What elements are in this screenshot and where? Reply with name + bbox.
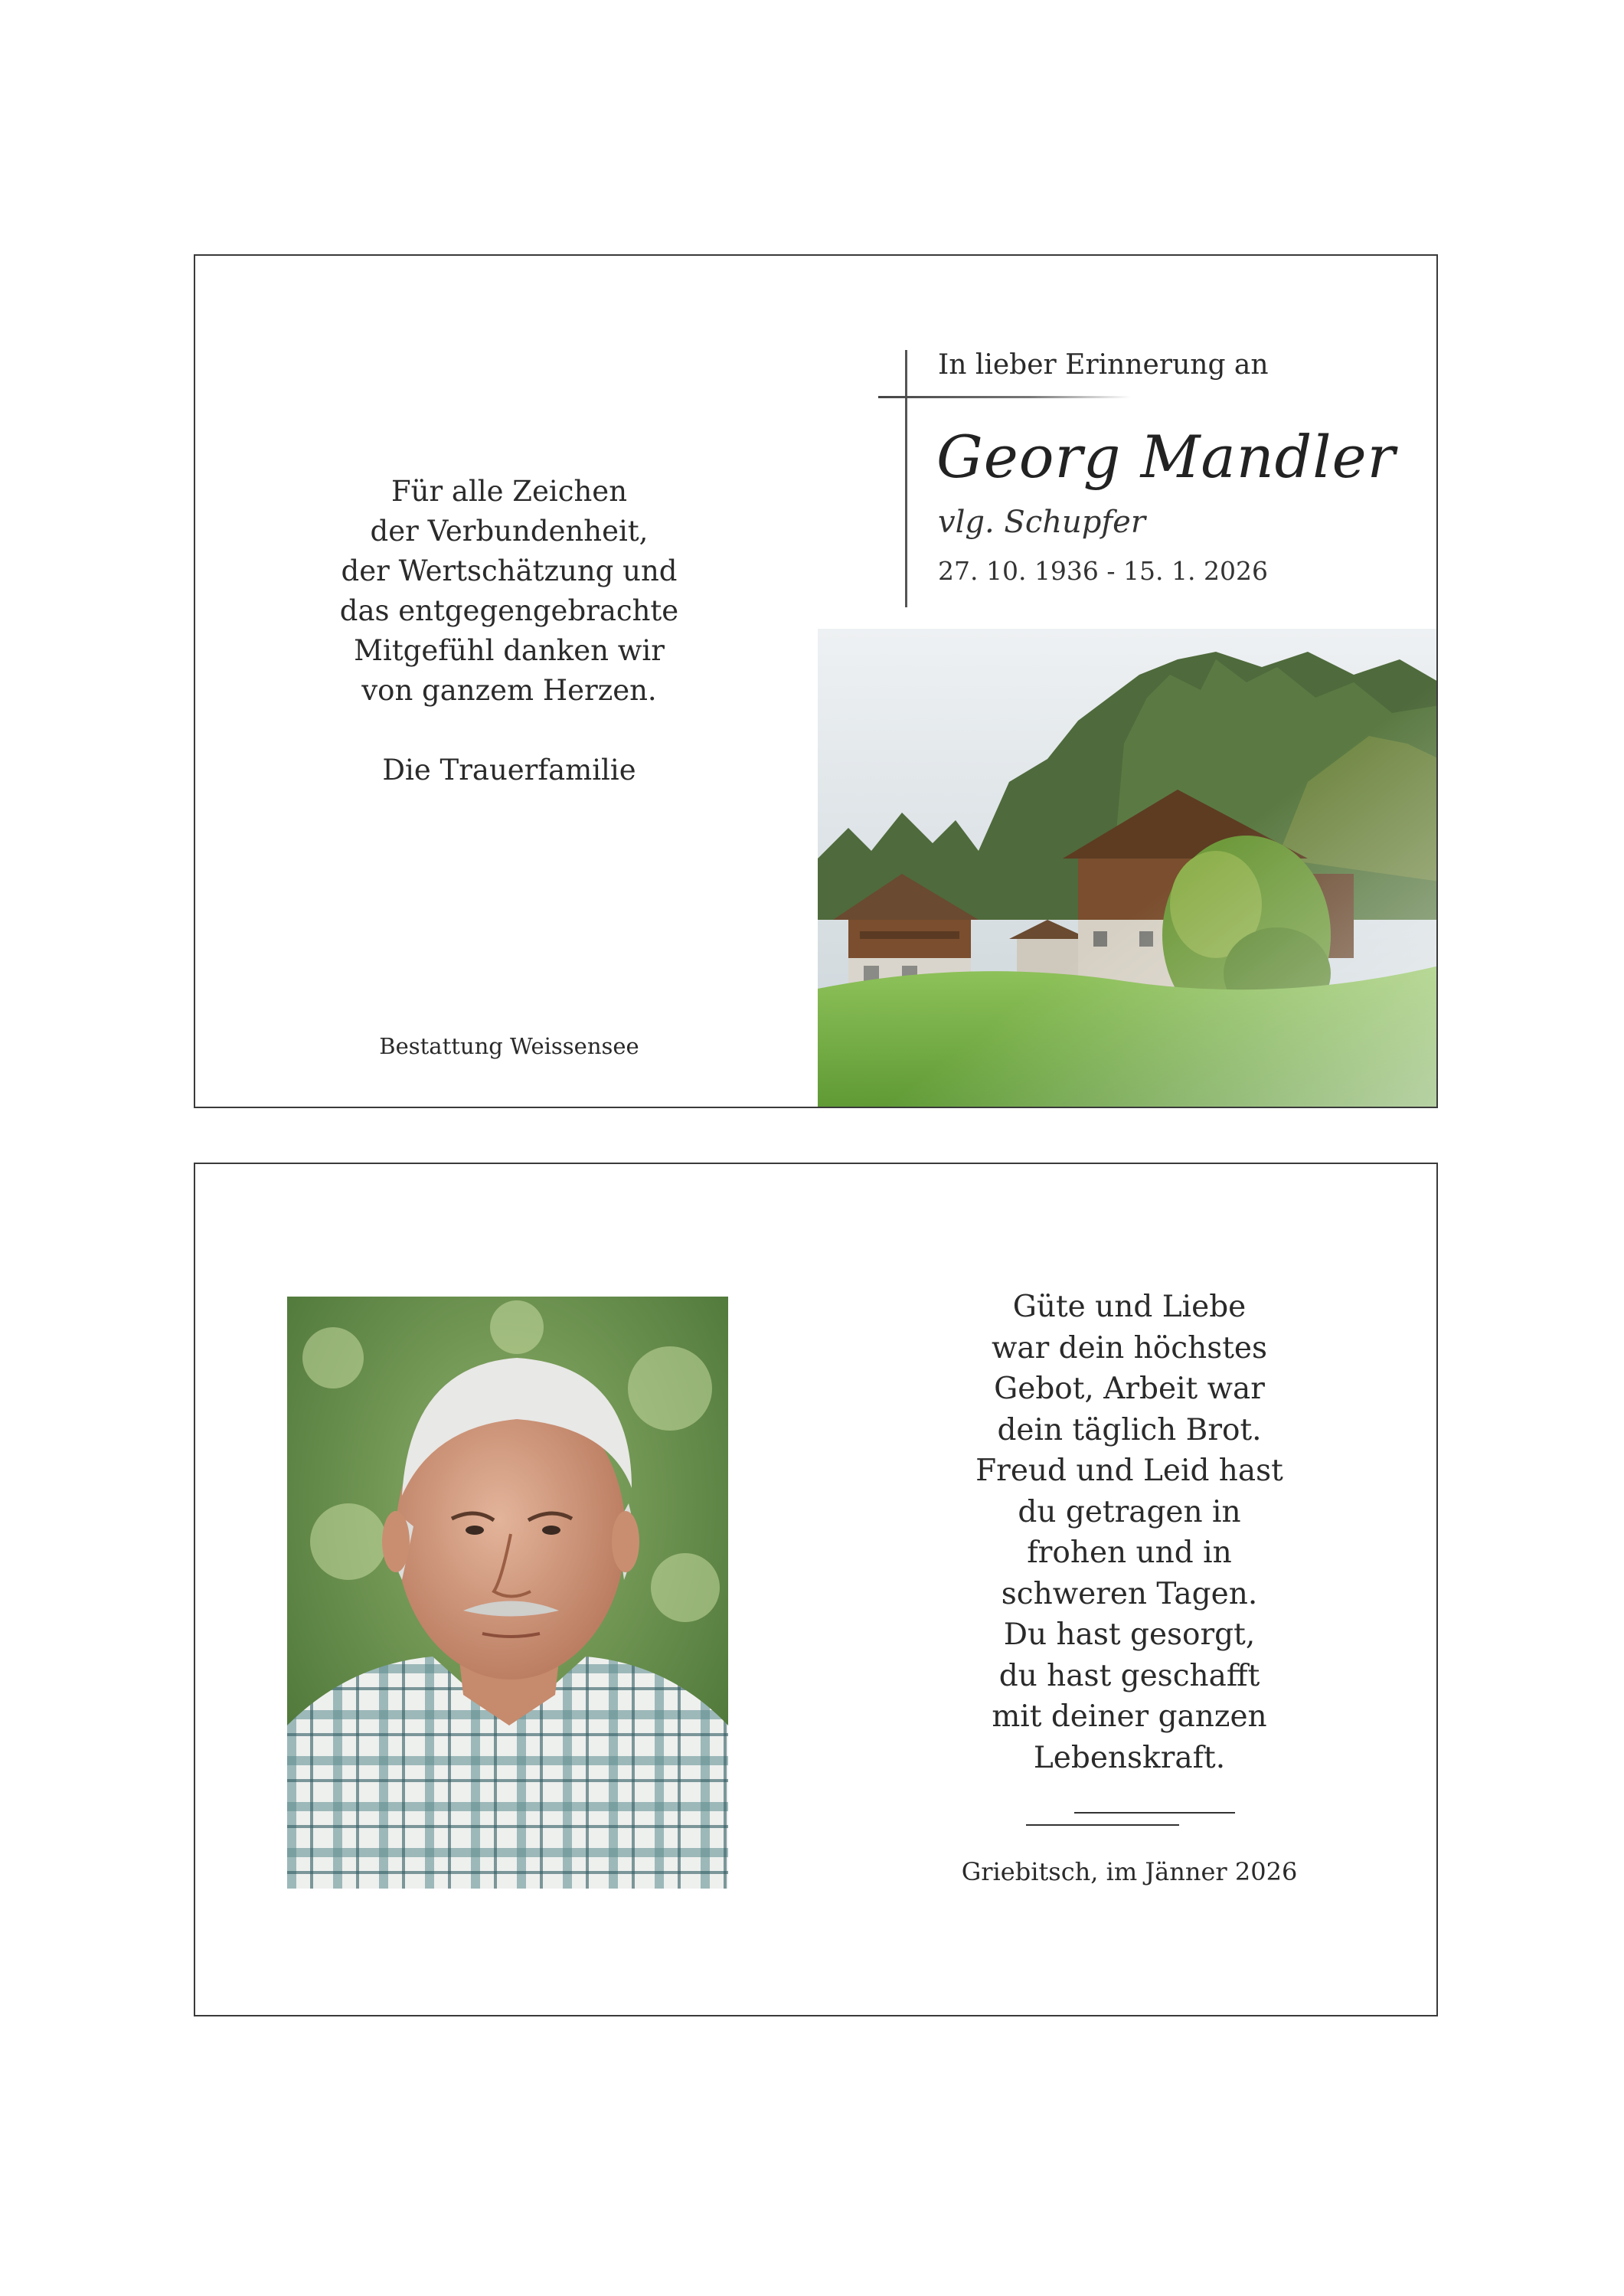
portrait-photo bbox=[287, 1297, 728, 1889]
memorial-card-front bbox=[194, 254, 1438, 1108]
divider-line bbox=[1074, 1812, 1235, 1814]
poem-line: mit deiner ganzen bbox=[992, 1699, 1267, 1734]
poem-line: schweren Tagen. bbox=[1001, 1576, 1258, 1611]
memorial-card-inner bbox=[194, 1163, 1438, 2016]
poem-line: Lebenskraft. bbox=[1033, 1740, 1226, 1775]
poem-line: dein täglich Brot. bbox=[997, 1412, 1262, 1447]
thanks-line: Für alle Zeichen bbox=[390, 475, 628, 508]
cross-icon-horizontal bbox=[878, 396, 1131, 398]
poem-text bbox=[953, 1287, 1305, 1778]
family-signature: Die Trauerfamilie bbox=[382, 754, 636, 787]
thanks-line: von ganzem Herzen. bbox=[361, 674, 657, 707]
house-name: vlg. Schupfer bbox=[938, 505, 1145, 540]
poem-line: Du hast gesorgt, bbox=[1003, 1617, 1256, 1652]
thanks-line: Mitgefühl danken wir bbox=[354, 634, 665, 667]
landscape-photo bbox=[818, 629, 1438, 1108]
poem-line: du getragen in bbox=[1018, 1494, 1241, 1529]
life-dates: 27. 10. 1936 - 15. 1. 2026 bbox=[938, 556, 1268, 586]
poem-line: Gebot, Arbeit war bbox=[994, 1372, 1265, 1406]
poem-line: du hast geschafft bbox=[998, 1658, 1260, 1693]
thanks-line: der Verbundenheit, bbox=[370, 515, 649, 548]
thanks-line: das entgegengebrachte bbox=[339, 594, 679, 627]
memorial-intro: In lieber Erinnerung an bbox=[938, 349, 1269, 381]
poem-line: Freud und Leid hast bbox=[975, 1454, 1283, 1488]
undertaker-name: Bestattung Weissensee bbox=[379, 1033, 639, 1059]
thanks-line: der Wertschätzung und bbox=[341, 554, 678, 587]
poem-line: war dein höchstes bbox=[991, 1330, 1268, 1365]
thanks-text bbox=[310, 472, 708, 790]
poem-line: Güte und Liebe bbox=[1012, 1290, 1247, 1324]
divider-line bbox=[1026, 1824, 1179, 1826]
place-date: Griebitsch, im Jänner 2026 bbox=[961, 1857, 1298, 1886]
cross-icon-vertical bbox=[905, 350, 907, 607]
poem-line: frohen und in bbox=[1027, 1536, 1232, 1570]
deceased-name: Georg Mandler bbox=[936, 423, 1396, 491]
